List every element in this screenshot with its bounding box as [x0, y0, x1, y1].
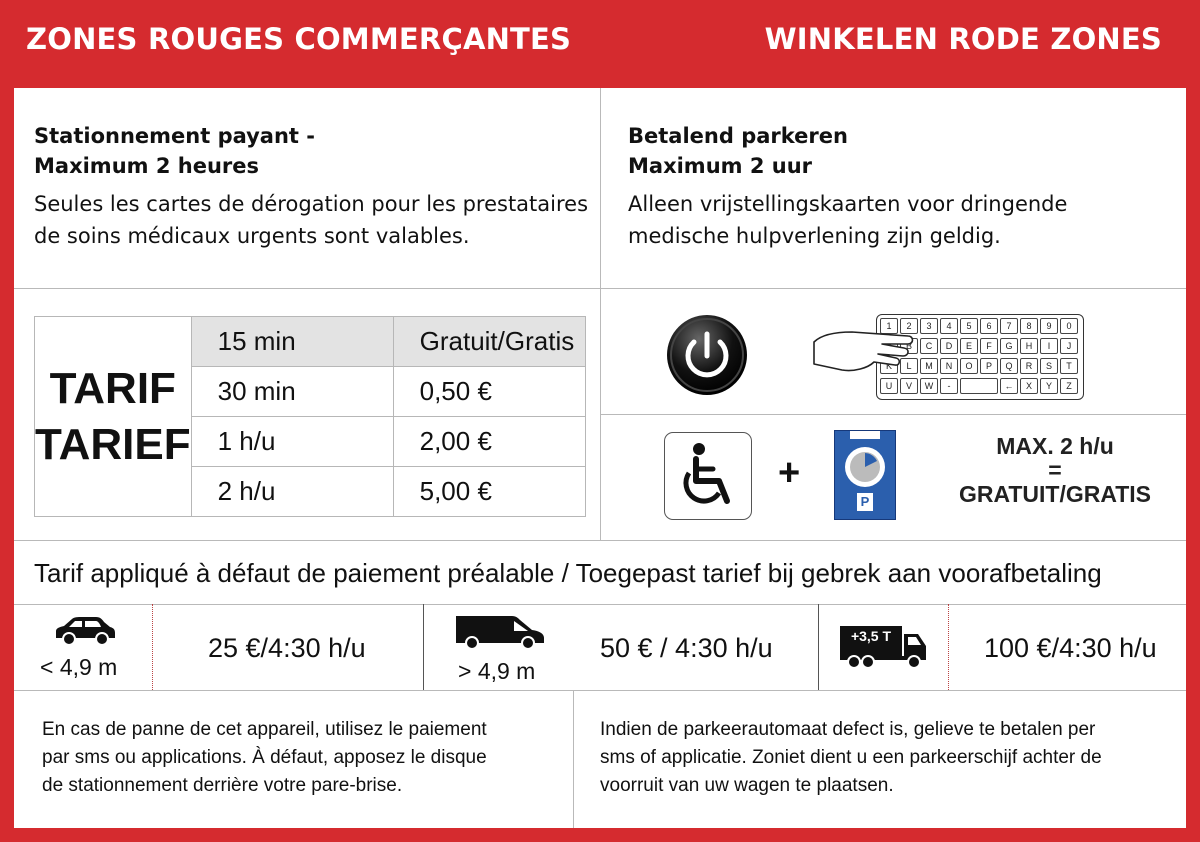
parking-disc-icon [834, 430, 896, 520]
info-fr-title-1: Stationnement payant - [34, 124, 315, 148]
keypad-key: C [920, 338, 938, 354]
footer-fr [42, 716, 487, 800]
tariff-label-fr: TARIF [49, 363, 176, 413]
info-fr-text-2: de soins médicaux urgents sont valables. [34, 224, 470, 248]
keypad-key: B [900, 338, 918, 354]
footer-nl-line-1: Indien de parkeerautomaat defect is, gelieve te betalen per [600, 719, 1096, 740]
keypad-icon [812, 314, 1092, 406]
keypad-key: ← [1000, 378, 1018, 394]
info-fr [34, 120, 588, 252]
keypad-key: R [1020, 358, 1038, 374]
max-free-notice [940, 432, 1170, 508]
tariff-label [35, 317, 192, 517]
keypad-key: S [1040, 358, 1058, 374]
keypad-key: - [940, 378, 958, 394]
keypad-key: 9 [1040, 318, 1058, 334]
keypad-key: U [880, 378, 898, 394]
info-nl-title-2: Maximum 2 uur [628, 154, 813, 178]
tariff-row [35, 317, 586, 367]
power-button-icon [666, 314, 748, 396]
van-icon [454, 612, 546, 655]
truck-fee: 100 €/4:30 h/u [984, 633, 1157, 663]
keypad-key: I [1040, 338, 1058, 354]
tariff-price: Gratuit/Gratis [393, 317, 585, 367]
truck-weight-badge: +3,5 T [850, 628, 892, 644]
keypad-key: E [960, 338, 978, 354]
divider-icons [600, 414, 1186, 415]
footer-fr-line-3: de stationnement derrière votre pare-brise. [42, 775, 403, 796]
tariff-price: 2,00 € [393, 417, 585, 467]
max-line-2: = [1048, 457, 1062, 483]
keypad-key: N [940, 358, 958, 374]
keypad-key: 0 [1060, 318, 1078, 334]
van-fee: 50 € / 4:30 h/u [600, 633, 773, 663]
keypad-key: X [1020, 378, 1038, 394]
tariff-table [34, 316, 586, 517]
divider-info [600, 88, 601, 288]
divider-truck [818, 604, 819, 690]
info-fr-title-2: Maximum 2 heures [34, 154, 260, 178]
max-line-3: GRATUIT/GRATIS [958, 481, 1152, 507]
header-title-nl: WINKELEN RODE ZONES [764, 22, 1162, 56]
plus-sign: + [778, 452, 801, 494]
keypad-key: 7 [1000, 318, 1018, 334]
keypad-key: F [980, 338, 998, 354]
keypad-key: M [920, 358, 938, 374]
keypad-key: Q [1000, 358, 1018, 374]
divider-van [423, 604, 424, 690]
keypad-key: W [920, 378, 938, 394]
info-nl-text-1: Alleen vrijstellingskaarten voor dringende [628, 192, 1068, 216]
keypad-key: 4 [940, 318, 958, 334]
keypad-key: D [940, 338, 958, 354]
footer-fr-line-2: par sms ou applications. À défaut, apposez le disque [42, 747, 487, 768]
divider-mid [14, 540, 1186, 541]
keypad-key: J [1060, 338, 1078, 354]
wheelchair-icon [664, 432, 752, 520]
keypad-key: P [980, 358, 998, 374]
info-nl-title-1: Betalend parkeren [628, 124, 848, 148]
dotted-divider-1 [152, 604, 154, 690]
divider-footer [14, 690, 1186, 691]
car-fee: 25 €/4:30 h/u [208, 633, 366, 663]
van-length-label: > 4,9 m [458, 658, 536, 684]
footer-nl [600, 716, 1102, 800]
tariff-price: 0,50 € [393, 367, 585, 417]
keypad-key: V [900, 378, 918, 394]
keypad-key [960, 378, 998, 394]
tariff-duration: 30 min [191, 367, 393, 417]
keypad-key: 8 [1020, 318, 1038, 334]
info-nl-text-2: medische hulpverlening zijn geldig. [628, 224, 1001, 248]
hand-icon [812, 324, 922, 374]
keypad-key: 6 [980, 318, 998, 334]
keypad-key: L [900, 358, 918, 374]
keypad-key: 2 [900, 318, 918, 334]
keypad-key: Y [1040, 378, 1058, 394]
divider-fee-title [14, 604, 1186, 605]
tariff-duration: 1 h/u [191, 417, 393, 467]
max-line-1: MAX. 2 h/u [996, 433, 1114, 459]
default-fee-title: Tarif appliqué à défaut de paiement préalable / Toegepast tarief bij gebrek aan voorafbetaling [34, 558, 1102, 588]
car-icon [54, 616, 116, 651]
car-length-label: < 4,9 m [40, 654, 118, 680]
tariff-duration: 15 min [191, 317, 393, 367]
info-nl [628, 120, 1067, 252]
footer-nl-line-2: sms of applicatie. Zoniet dient u een parkeerschijf achter de [600, 747, 1102, 768]
keypad-key: 5 [960, 318, 978, 334]
keypad-key: T [1060, 358, 1078, 374]
keypad-key: 3 [920, 318, 938, 334]
divider-footer-vert [573, 690, 574, 828]
keypad-key: K [880, 358, 898, 374]
truck-icon [838, 624, 930, 675]
header-title-fr: ZONES ROUGES COMMERÇANTES [26, 22, 572, 56]
keypad-key: 1 [880, 318, 898, 334]
footer-nl-line-3: voorruit van uw wagen te plaatsen. [600, 775, 894, 796]
tariff-label-nl: TARIEF [35, 419, 191, 469]
footer-fr-line-1: En cas de panne de cet appareil, utilisez le paiement [42, 719, 487, 740]
keypad-key: H [1020, 338, 1038, 354]
tariff-price: 5,00 € [393, 467, 585, 517]
dotted-divider-3 [948, 604, 950, 690]
keypad-key: G [1000, 338, 1018, 354]
keypad-key: Z [1060, 378, 1078, 394]
info-fr-text-1: Seules les cartes de dérogation pour les prestataires [34, 192, 589, 216]
disc-letter: P [860, 494, 870, 509]
keypad-key: O [960, 358, 978, 374]
tariff-duration: 2 h/u [191, 467, 393, 517]
